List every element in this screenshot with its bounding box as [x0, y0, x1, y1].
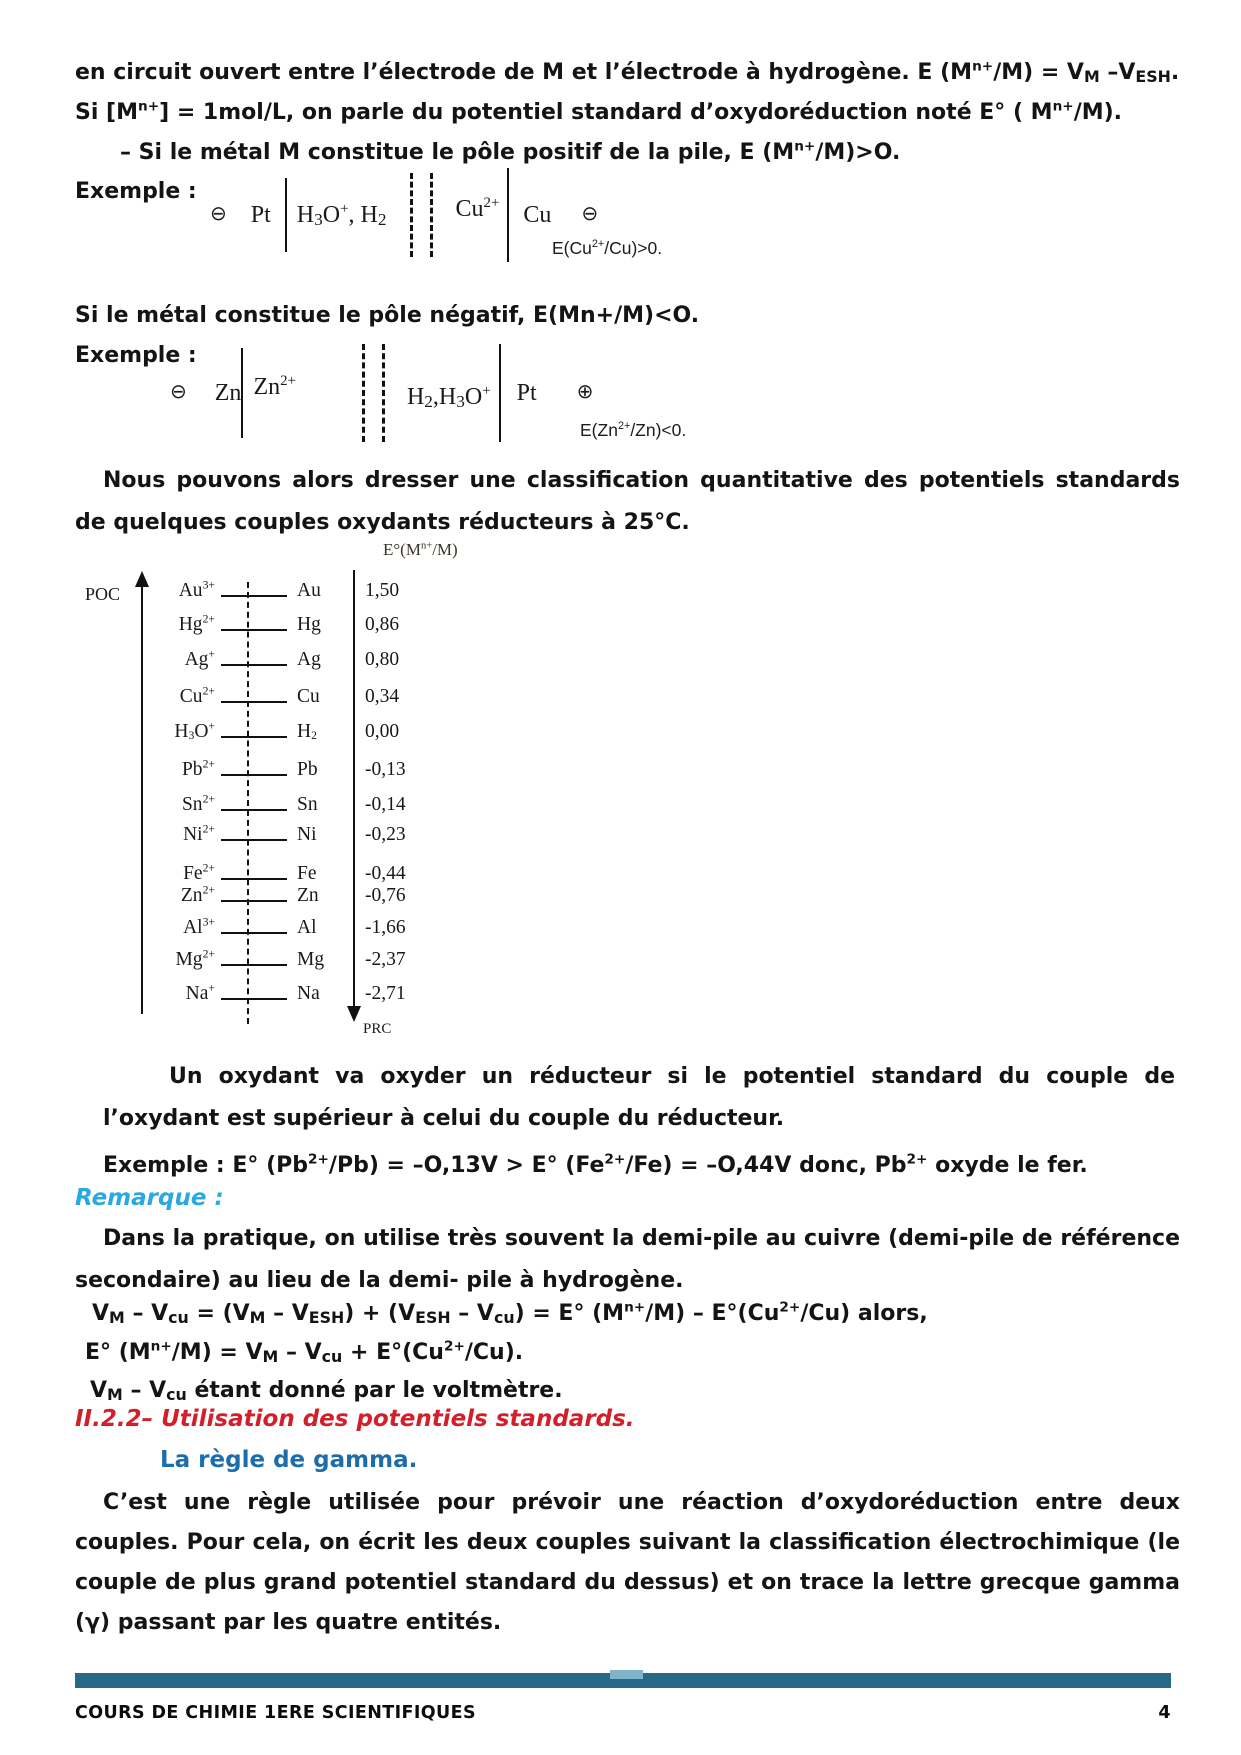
electrode-cu: Cu — [523, 201, 552, 228]
remark-paragraph: Dans la pratique, on utilise très souvent la demi-pile au cuivre (demi-pile de référence secondaire) au lieu de la demi- pile à hydrogène. — [75, 1226, 1180, 1293]
couple-row — [75, 649, 505, 675]
couple-row — [75, 824, 505, 850]
oxidant-label: $H_3O^+$ — [174, 719, 215, 743]
reductant-label: Ni — [297, 824, 317, 845]
couple-row — [75, 580, 505, 606]
couple-row — [75, 686, 505, 712]
salt-bridge-line — [362, 344, 365, 442]
reductant-label: Cu — [297, 686, 320, 707]
classification-diagram — [75, 540, 505, 1050]
couple-row — [75, 759, 505, 785]
potential-value: 0,00 — [365, 721, 400, 742]
salt-bridge-line — [382, 344, 385, 442]
reductant-label: Ag — [297, 649, 321, 670]
reductant-label: Hg — [297, 614, 321, 635]
couple-row — [75, 614, 505, 640]
footer-course-title: COURS DE CHIMIE 1ERE SCIENTIFIQUES — [75, 1703, 477, 1723]
potential-value: -1,66 — [365, 917, 406, 938]
footer-divider-accent — [610, 1670, 643, 1679]
oxidant-label: $Au^{3+}$ — [178, 578, 215, 601]
electrode-zn: Zn — [214, 379, 242, 406]
potential-value: 0,80 — [365, 649, 400, 670]
formula-2: E° $(M^{n+}/M) = V_M - V_{cu} + E^\circ(Cu^{2+}/Cu)$. — [85, 1338, 524, 1366]
oxidant-label: $Zn^{2+}$ — [180, 883, 215, 906]
oxidant-label: $Pb^{2+}$ — [181, 757, 215, 780]
couple-tick-line — [221, 998, 287, 1000]
salt-bridge-line — [410, 173, 413, 257]
intro-paragraph — [75, 53, 1180, 173]
potential-value: -0,76 — [365, 885, 406, 906]
couple-tick-line — [221, 595, 287, 597]
couple-row — [75, 721, 505, 747]
potential-value: -2,37 — [365, 949, 406, 970]
rule-example-line: Exemple : E° $(Pb^{2+}/Pb) = -O,13V > E^\circ$ $(Fe^{2+}/Fe) = -O,44V$ donc, $Pb^{2+}$ oxyde le fer. — [103, 1151, 1088, 1178]
reductant-label: Al — [297, 917, 317, 938]
potential-value: 0,86 — [365, 614, 400, 635]
electrode-separator-line — [499, 344, 501, 442]
section-heading: II.2.2– Utilisation des potentiels standards. — [75, 1406, 635, 1432]
couple-tick-line — [221, 900, 287, 902]
reductant-label: Zn — [297, 885, 319, 906]
potential-value: -0,23 — [365, 824, 406, 845]
solution-h3o-h2: $H_3O^+$, $H_2$ — [296, 200, 387, 229]
oxidant-label: Na+ — [185, 981, 215, 1004]
reductant-label: Fe — [297, 863, 317, 884]
cell-diagram-zinc — [170, 338, 593, 448]
couple-tick-line — [221, 774, 287, 776]
solution-h2-h3o: $H_2,H_3O^+$ — [406, 382, 491, 411]
gamma-rule-paragraph: C’est une règle utilisée pour prévoir une réaction d’oxydoréduction entre deux couples. Pour cela, on écrit les deux couples suivant la classification électrochimique (le couple de plus grand potentiel standard du dessus) et on trace la lettre grecque gamma (γ) passant par les quatre entités. — [75, 1490, 1180, 1635]
pole-icon: ⊖ — [581, 201, 599, 225]
couple-tick-line — [221, 736, 287, 738]
couple-tick-line — [221, 964, 287, 966]
negative-case-line: Si le métal constitue le pôle négatif, E(Mn+/M)<O. — [75, 303, 700, 328]
couples-rows — [75, 540, 505, 1050]
intro-line-2: Si $[M^{n+}] = 1mol/L$, on parle du potentiel standard d’oxydoréduction noté E° ( $M^{n+}/M$). — [75, 98, 1123, 125]
oxidant-label: $Ni^{2+}$ — [183, 822, 215, 845]
oxidant-rule-paragraph: Un oxydant va oxyder un réducteur si le potentiel standard du couple de l’oxydant est supérieur à celui du couple du réducteur. — [103, 1064, 1175, 1131]
ion-zn2plus: $Zn^{2+}$ — [253, 372, 296, 400]
oxidant-label: $Fe^{2+}$ — [183, 861, 215, 884]
cell1-potential-note: $E(Cu^{2+}/Cu)>0$. — [552, 238, 663, 258]
potential-value: -0,13 — [365, 759, 406, 780]
oxidant-label: $Hg^{2+}$ — [178, 612, 215, 635]
remark-label: Remarque : — [75, 1185, 224, 1211]
electrode-separator-line — [285, 178, 287, 252]
negative-pole-icon: ⊖ — [170, 379, 187, 403]
diagram-title: $E^\circ(M^{n+}/M)$ — [383, 540, 458, 559]
reductant-label: Mg — [297, 949, 325, 970]
potential-value: -0,14 — [365, 794, 406, 815]
couple-tick-line — [221, 839, 287, 841]
couple-row — [75, 983, 505, 1009]
couple-tick-line — [221, 664, 287, 666]
oxidant-label: $Sn^{2+}$ — [181, 792, 215, 815]
oxidant-label: $Cu^{2+}$ — [179, 684, 215, 707]
potential-value: 0,34 — [365, 686, 400, 707]
electrode-separator-line — [241, 348, 243, 438]
reductant-label: Na — [297, 983, 320, 1004]
couple-tick-line — [221, 809, 287, 811]
couple-row — [75, 949, 505, 975]
salt-bridge-line — [430, 173, 433, 257]
intro-line-3: – Si le métal M constitue le pôle positif de la pile, E $(M^{n+}/M)>O$. — [120, 138, 901, 165]
reductant-label: Pb — [297, 759, 318, 780]
reductant-label: Au — [297, 580, 321, 601]
cell2-potential-note: $E(Zn^{2+}/Zn)<0$. — [580, 420, 687, 440]
couple-tick-line — [221, 629, 287, 631]
oxidant-label: $Al^{3+}$ — [183, 915, 215, 938]
section-subheading: La règle de gamma. — [160, 1447, 418, 1473]
couple-tick-line — [221, 878, 287, 880]
formula-3: $V_M - V_{cu}$ étant donné par le voltmètre. — [90, 1378, 563, 1404]
electrode-separator-line — [507, 168, 509, 262]
formula-1: $V_M - V_{cu} = (V_M - V_{ESH}) + (V_{ESH} - V_{cu}) = E^\circ$ $(M^{n+}/M) - E^\circ(Cu^{2+}/Cu)$ alors, — [92, 1299, 928, 1327]
couple-row — [75, 885, 505, 911]
electrode-pt: Pt — [516, 379, 537, 406]
prc-axis-label: PRC — [363, 1021, 392, 1037]
intro-line-1: en circuit ouvert entre l’électrode de M et l’électrode à hydrogène. E $(M^{n+}/M) = V_M$ $-V_{ESH}$. — [75, 58, 1180, 86]
ion-cu2plus: $Cu^{2+}$ — [455, 194, 500, 222]
positive-pole-icon: ⊕ — [576, 379, 594, 403]
poc-axis-label: POC — [85, 584, 121, 604]
classification-intro-paragraph: Nous pouvons alors dresser une classification quantitative des potentiels standards de quelques couples oxydants réducteurs à 25°C. — [75, 468, 1180, 535]
oxidant-label: Ag+ — [184, 647, 215, 670]
couple-tick-line — [221, 701, 287, 703]
cell-diagram-copper — [210, 160, 598, 270]
example1-label: Exemple : — [75, 179, 197, 204]
potential-value: -2,71 — [365, 983, 406, 1004]
couple-row — [75, 794, 505, 820]
potential-value: -0,44 — [365, 863, 406, 884]
oxidant-label: $Mg^{2+}$ — [175, 947, 215, 970]
reductant-label: Sn — [297, 794, 318, 815]
footer-page-number: 4 — [1158, 1703, 1171, 1723]
couple-row — [75, 917, 505, 943]
example2-label: Exemple : — [75, 343, 197, 368]
potential-value: 1,50 — [365, 580, 400, 601]
electrode-pt: Pt — [250, 201, 271, 228]
reductant-label: $H_2$ — [297, 721, 317, 743]
couple-tick-line — [221, 932, 287, 934]
negative-pole-icon: ⊖ — [210, 201, 227, 225]
